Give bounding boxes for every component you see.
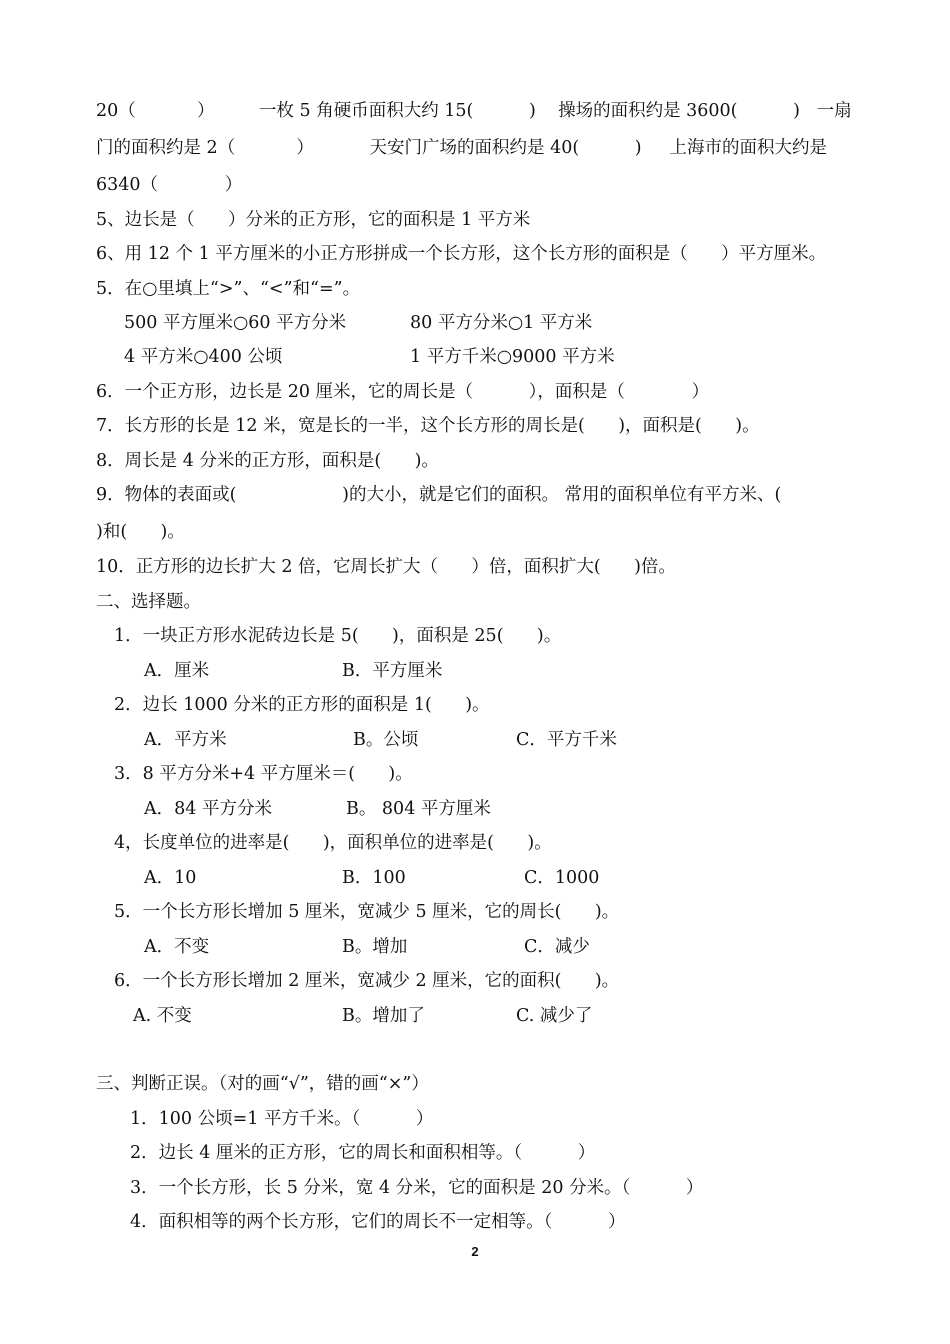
choice-6-option-b: B。增加了 <box>342 1006 425 1026</box>
judge-question-4: 4．面积相等的两个长方形，它们的周长不一定相等。（ ） <box>130 1212 626 1232</box>
compare-item-3: 4 平方米○400 公顷 <box>124 347 283 367</box>
choice-6-option-a: A. 不变 <box>133 1006 192 1026</box>
fill-in-line-c: 6340（ ） <box>96 175 243 195</box>
question-6a: 6、用 12 个 1 平方厘米的小正方形拼成一个长方形，这个长方形的面积是（ ）平方厘米。 <box>96 244 827 264</box>
choice-5-option-a: A．不变 <box>144 937 210 957</box>
choice-question-6: 6．一个长方形长增加 2 厘米，宽减少 2 厘米，它的面积( )。 <box>114 971 620 991</box>
compare-item-1: 500 平方厘米○60 平方分米 <box>124 313 347 333</box>
fill-in-line-a: 20（ ） 一枚 5 角硬币面积大约 15( ) 操场的面积约是 3600( ) 一扇 <box>96 101 852 121</box>
choice-1-option-a: A．厘米 <box>144 661 210 681</box>
question-7: 7．长方形的长是 12 米，宽是长的一半，这个长方形的周长是( )，面积是( )。 <box>96 416 760 436</box>
judge-question-2: 2．边长 4 厘米的正方形，它的周长和面积相等。（ ） <box>130 1143 596 1163</box>
choice-question-5: 5．一个长方形长增加 5 厘米，宽减少 5 厘米，它的周长( )。 <box>114 902 620 922</box>
judge-question-1: 1．100 公顷=1 平方千米。（ ） <box>130 1109 434 1129</box>
question-9-line-2: )和( )。 <box>96 522 185 542</box>
choice-4-option-a: A．10 <box>144 868 197 888</box>
choice-4-option-c: C．1000 <box>524 868 600 888</box>
choice-3-option-a: A．84 平方分米 <box>144 799 272 819</box>
choice-question-2: 2．边长 1000 分米的正方形的面积是 1( )。 <box>114 695 490 715</box>
compare-item-2: 80 平方分米○1 平方米 <box>410 313 593 333</box>
question-8: 8．周长是 4 分米的正方形，面积是( )。 <box>96 451 439 471</box>
page-number: 2 <box>471 1244 479 1259</box>
choice-2-option-a: A．平方米 <box>144 730 227 750</box>
choice-4-option-b: B．100 <box>342 868 406 888</box>
choice-5-option-c: C．减少 <box>524 937 590 957</box>
choice-5-option-b: B。增加 <box>342 937 408 957</box>
choice-question-4: 4，长度单位的进率是( )，面积单位的进率是( )。 <box>114 833 552 853</box>
choice-2-option-c: C．平方千米 <box>516 730 617 750</box>
question-5b: 5．在○里填上“>”、“<”和“=”。 <box>96 279 361 299</box>
fill-in-line-b: 门的面积约是 2（ ） 天安门广场的面积约是 40( ) 上海市的面积大约是 <box>96 138 827 158</box>
question-10: 10．正方形的边长扩大 2 倍，它周长扩大（ ）倍，面积扩大( )倍。 <box>96 557 676 577</box>
choice-2-option-b: B。公顷 <box>353 730 419 750</box>
question-5a: 5、边长是（ ）分米的正方形，它的面积是 1 平方米 <box>96 210 531 230</box>
question-6b: 6．一个正方形，边长是 20 厘米，它的周长是（ ），面积是（ ） <box>96 382 710 402</box>
choice-3-option-b: B。 804 平方厘米 <box>346 799 491 819</box>
judge-question-3: 3．一个长方形，长 5 分米，宽 4 分米，它的面积是 20 分米。（ ） <box>130 1178 704 1198</box>
section-judge-heading: 三、判断正误。（对的画“√”，错的画“×”） <box>96 1074 429 1094</box>
choice-question-1: 1．一块正方形水泥砖边长是 5( )，面积是 25( )。 <box>114 626 562 646</box>
choice-6-option-c: C. 减少了 <box>516 1006 593 1026</box>
compare-item-4: 1 平方千米○9000 平方米 <box>410 347 615 367</box>
choice-question-3: 3．8 平方分米+4 平方厘米＝( )。 <box>114 764 413 784</box>
choice-1-option-b: B．平方厘米 <box>342 661 443 681</box>
section-choice-heading: 二、选择题。 <box>96 592 201 612</box>
question-9-line-1: 9．物体的表面或( )的大小，就是它们的面积。 常用的面积单位有平方米、( <box>96 485 782 505</box>
